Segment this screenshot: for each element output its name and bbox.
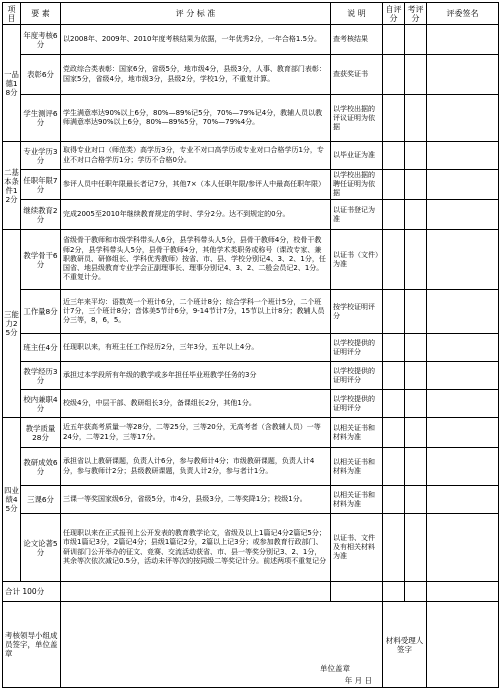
signature-cell[interactable]: [427, 362, 499, 390]
total-standard-cell: [61, 582, 331, 602]
group-title: 三能力25分: [3, 230, 21, 418]
evaluation-table: [2, 2, 499, 688]
review-score-cell[interactable]: [405, 142, 427, 170]
signature-cell[interactable]: [427, 334, 499, 362]
self-score-cell[interactable]: [383, 200, 405, 230]
row-label: 任职年限7分: [21, 170, 61, 200]
row-note: 以相关证书和材料为准: [331, 486, 383, 514]
review-score-cell[interactable]: [405, 486, 427, 514]
row-note: 按学校证明评分: [331, 290, 383, 334]
header-signature: 评委签名: [427, 3, 499, 25]
row-label: 教学经历3分: [21, 362, 61, 390]
row-note: 以证书（文件）为准: [331, 230, 383, 290]
row-standard: 近三年来平均：语数英一个班计6分，二个班计8分；综合学科一个班计5分，二个班计7分，三个班计8分；音体美5节计6分，9-14节计7分，15节以上计8分；教辅人员分三等，8，6，5。: [61, 290, 331, 334]
row-label: 年度考核6分: [21, 25, 61, 55]
self-score-cell[interactable]: [383, 362, 405, 390]
row-label: 继续教育2分: [21, 200, 61, 230]
review-score-cell[interactable]: [405, 230, 427, 290]
row-label: 三课6分: [21, 486, 61, 514]
total-review-score-cell[interactable]: [405, 582, 427, 602]
row-standard: 省级骨干教师和市级学科带头人6分，县学科带头人5分，县骨干教师4分，校骨干教师2分，县学科带头人5分，县骨干教师4分，其他学术类职务或称号（课改专家、兼职教研员、研修组长、学科优秀教师）按省、市、县、学校分别记4、3、2、1分，任国省、地县级教育专业学会正副理事长、理事分别记4、3、2、二般会员记2、1分。不重复计分。: [61, 230, 331, 290]
receiver-signature-cell[interactable]: [427, 602, 499, 688]
header-note: 说 明: [331, 3, 383, 25]
signature-cell[interactable]: [427, 448, 499, 486]
total-label: 合计 100分: [3, 582, 61, 602]
stamp-label: 单位盖章: [320, 664, 350, 673]
row-standard: 完成2005至2010年继续教育规定的学时、学分2分。达不到规定的0分。: [61, 200, 331, 230]
review-score-cell[interactable]: [405, 200, 427, 230]
signature-cell[interactable]: [427, 200, 499, 230]
signature-cell[interactable]: [427, 418, 499, 448]
header-review-score: 考评分: [405, 3, 427, 25]
review-score-cell[interactable]: [405, 362, 427, 390]
row-note: 以学校提供的证明评分: [331, 390, 383, 418]
row-standard: 三课一等奖国家级6分，省级5分，市4分，县级3分，二等奖降1分；校级1分。: [61, 486, 331, 514]
row-standard: 党政综合类表彰：国家6分，省级5分，地市级4分，县级3分，人事、教育部门表彰：国家5分，省级4分，地市级3分，县级2分，学校1分，不重复计算。: [61, 55, 331, 95]
group-title: 二基本条件12分: [3, 142, 21, 230]
committee-signature-label: 考核领导小组成员签字，单位盖章: [3, 602, 61, 688]
signature-cell[interactable]: [427, 290, 499, 334]
self-score-cell[interactable]: [383, 230, 405, 290]
signature-cell[interactable]: [427, 486, 499, 514]
signature-cell[interactable]: [427, 55, 499, 95]
self-score-cell[interactable]: [383, 390, 405, 418]
self-score-cell[interactable]: [383, 55, 405, 95]
row-label: 论文论著5分: [21, 514, 61, 582]
review-score-cell[interactable]: [405, 390, 427, 418]
self-score-cell[interactable]: [383, 448, 405, 486]
row-standard: 以2008年、2009年、2010年度考核结果为依据，一年优秀2分，一年合格1.5分。: [61, 25, 331, 55]
review-score-cell[interactable]: [405, 170, 427, 200]
row-label: 表彰6分: [21, 55, 61, 95]
self-score-cell[interactable]: [383, 514, 405, 582]
total-self-score-cell[interactable]: [383, 582, 405, 602]
row-label: 专业学历3分: [21, 142, 61, 170]
row-note: 查获奖证书: [331, 55, 383, 95]
total-signature-cell[interactable]: [427, 582, 499, 602]
signature-cell[interactable]: [427, 25, 499, 55]
row-label: 校内兼职4分: [21, 390, 61, 418]
signature-cell[interactable]: [427, 95, 499, 142]
review-score-cell[interactable]: [405, 55, 427, 95]
row-standard: 任现职以来在正式报刊上公开发表的教育教学论文，省级及以上1篇记4分2篇记5分；市级1篇记3分，2篇记4分；县级1篇记2分，2篇以上记3分；或参加教育行政部门、研训部门公开举办的征文、竞赛、交流活动获省、市、县一等奖分别记3、2、1分，其余等次依次减记0.5分，活动未评等次的按同级二等奖记计分。前述两项不重复记分: [61, 514, 331, 582]
group-title: 一品德18分: [3, 25, 21, 142]
row-note: 以相关证书和材料为准: [331, 448, 383, 486]
row-standard: 任现职以来，有班主任工作经历2分，三年3分，五年以上4分。: [61, 334, 331, 362]
row-note: 查考核结果: [331, 25, 383, 55]
row-standard: 承担过本学段所有年级的教学或多年担任毕业班教学任务的3分: [61, 362, 331, 390]
total-note-cell: [331, 582, 383, 602]
row-note: 以毕业证为准: [331, 142, 383, 170]
row-note: 以证书、文件及有相关材料为准: [331, 514, 383, 582]
row-label: 班主任4分: [21, 334, 61, 362]
row-note: 以学校出据的聘任证明为依据: [331, 170, 383, 200]
row-note: 以学校出据的评议证明为依据: [331, 95, 383, 142]
review-score-cell[interactable]: [405, 448, 427, 486]
group-title: 四业绩45分: [3, 418, 21, 582]
self-score-cell[interactable]: [383, 142, 405, 170]
signature-cell[interactable]: [427, 390, 499, 418]
header-standard: 评 分 标 准: [61, 3, 331, 25]
row-label: 教学质量28分: [21, 418, 61, 448]
date-label: 年 月 日: [344, 676, 372, 685]
receiver-signature-label: 材料受理人签字: [383, 602, 427, 688]
self-score-cell[interactable]: [383, 290, 405, 334]
row-label: 工作量8分: [21, 290, 61, 334]
self-score-cell[interactable]: [383, 95, 405, 142]
signature-cell[interactable]: [427, 170, 499, 200]
row-standard: 近五年获高考质量一等28分，二等25分，三等20分，无高考者（含教辅人员）一等24分，二等21分，三等17分。: [61, 418, 331, 448]
row-note: 以学校提供的证明评分: [331, 362, 383, 390]
self-score-cell[interactable]: [383, 25, 405, 55]
header-element: 要 素: [21, 3, 61, 25]
self-score-cell[interactable]: [383, 486, 405, 514]
signature-cell[interactable]: [427, 230, 499, 290]
review-score-cell[interactable]: [405, 334, 427, 362]
review-score-cell[interactable]: [405, 95, 427, 142]
signature-cell[interactable]: [427, 142, 499, 170]
row-standard: 取得专业对口（师范类）高学历3分，专业不对口高学历或专业对口合格学历1分，专业不对口合格学历1分；学历不合格0分。: [61, 142, 331, 170]
row-standard: 承担省以上教研课题，负责人计6分，参与教师计4分；市级教研课题，负责人计4分，参与教师计2分；县级教研课题，负责人计2分，参与者计1分。: [61, 448, 331, 486]
header-self-score: 自评分: [383, 3, 405, 25]
self-score-cell[interactable]: [383, 418, 405, 448]
review-score-cell[interactable]: [405, 25, 427, 55]
row-label: 学生测评6分: [21, 95, 61, 142]
review-score-cell[interactable]: [405, 514, 427, 582]
row-note: 以证书登记为准: [331, 200, 383, 230]
row-standard: 学生满意率达90%以上6分，80%—89%记5分，70%—79%记4分，教辅人员以教师满意率达90%以上6分，80%—89%5分，70%—79%4分。: [61, 95, 331, 142]
row-standard: 参评人员中任职年限最长者记7分，其他7×（本人任职年限/参评人中最高任职年限）: [61, 170, 331, 200]
review-score-cell[interactable]: [405, 290, 427, 334]
row-note: 以相关证书和材料为准: [331, 418, 383, 448]
header-item: 项目: [3, 3, 21, 25]
row-label: 教学骨干6分: [21, 230, 61, 290]
self-score-cell[interactable]: [383, 334, 405, 362]
signature-cell[interactable]: [427, 514, 499, 582]
row-note: 以学校提供的证明评分: [331, 334, 383, 362]
stamp-area[interactable]: [61, 602, 383, 688]
review-score-cell[interactable]: [405, 418, 427, 448]
row-label: 教研成效6分: [21, 448, 61, 486]
row-standard: 校级4分，中层干部、教研组长3分，备课组长2分，其他1分。: [61, 390, 331, 418]
self-score-cell[interactable]: [383, 170, 405, 200]
